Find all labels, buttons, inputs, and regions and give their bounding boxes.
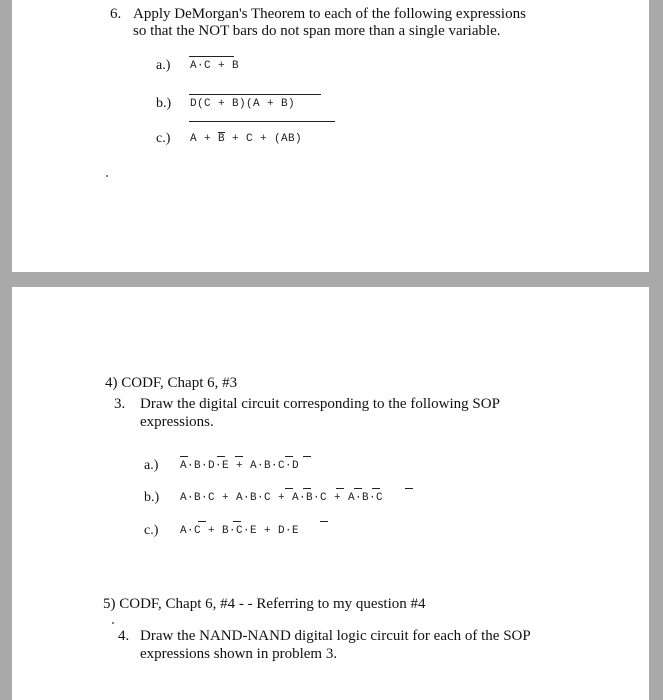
question-4-line-1: Draw the NAND-NAND digital logic circuit for each of the SOP: [140, 628, 531, 644]
item-c-part-3: + C + (AB): [225, 133, 303, 145]
sop-b-expr-text: A·B·C + A·B·C + A·B·C + A·B·C: [180, 492, 384, 504]
question-6-line-1: Apply DeMorgan's Theorem to each of the following expressions: [133, 6, 526, 22]
item-c-part-2: $\overline{B}$: [218, 133, 226, 145]
item-b-expr-text: D(C + B)(A + B): [190, 98, 296, 110]
item-b-not-bar: [189, 94, 321, 95]
sop-c-expr-text: A·C + B·C·E + D·E: [180, 525, 300, 537]
sop-c-bar-B: [233, 521, 241, 522]
sop-b-bar-C2: [303, 488, 311, 489]
question-3-line-1: Draw the digital circuit corresponding to the following SOP: [140, 396, 500, 412]
item-c-part-1: A +: [190, 133, 219, 145]
question-6-line-2: so that the NOT bars do not span more than a single variable.: [133, 23, 501, 39]
sop-a-bar-C2: [303, 456, 311, 457]
question-3-number: 3.: [114, 396, 126, 412]
item-a-expression: [190, 60, 239, 72]
question-3-line-2: expressions.: [140, 414, 214, 430]
sop-c-label: c.): [144, 523, 159, 538]
item-a-label: a.): [156, 58, 171, 73]
question-4-line-2: expressions shown in problem 3.: [140, 646, 338, 662]
question-4-number: 4.: [118, 628, 130, 644]
sop-b-bar-B3: [354, 488, 362, 489]
item-c-label: c.): [156, 131, 171, 146]
sop-b-bar-B2: [285, 488, 293, 489]
sop-a-bar-B2: [285, 456, 293, 457]
question-6-number: 6.: [110, 6, 122, 22]
document-page-1: [12, 0, 649, 272]
sop-b-label: b.): [144, 490, 160, 505]
sop-a-expression: [180, 460, 299, 472]
item-a-expr-text: A·C + B: [190, 60, 240, 72]
item-b-label: b.): [156, 96, 172, 111]
item-c-expression: [190, 133, 302, 145]
item-a-not-bar: [189, 56, 234, 57]
document-page-2: [12, 287, 649, 700]
sop-b-bar-C3: [372, 488, 380, 489]
sop-a-label: a.): [144, 458, 159, 473]
sop-a-bar-E: [235, 456, 243, 457]
sop-a-bar-D: [217, 456, 225, 457]
sop-c-bar-E: [320, 521, 328, 522]
stray-mark-2: [112, 622, 114, 624]
item-b-expression: [190, 98, 295, 110]
sop-c-expression: [180, 525, 299, 537]
sop-a-expr-text: A·B·D·E + A·B·C·D: [180, 460, 300, 472]
section-heading-chapt6-4: 5) CODF, Chapt 6, #4 - - Referring to my question #4: [103, 596, 426, 612]
sop-b-bar-A3: [336, 488, 344, 489]
sop-b-bar-A4: [405, 488, 413, 489]
section-heading-chapt6-3: 4) CODF, Chapt 6, #3: [105, 375, 238, 391]
sop-b-expression: [180, 492, 383, 504]
sop-c-bar-C: [198, 521, 206, 522]
item-c-not-bar: [189, 121, 335, 122]
sop-a-bar-A: [180, 456, 188, 457]
stray-mark: [106, 175, 108, 177]
